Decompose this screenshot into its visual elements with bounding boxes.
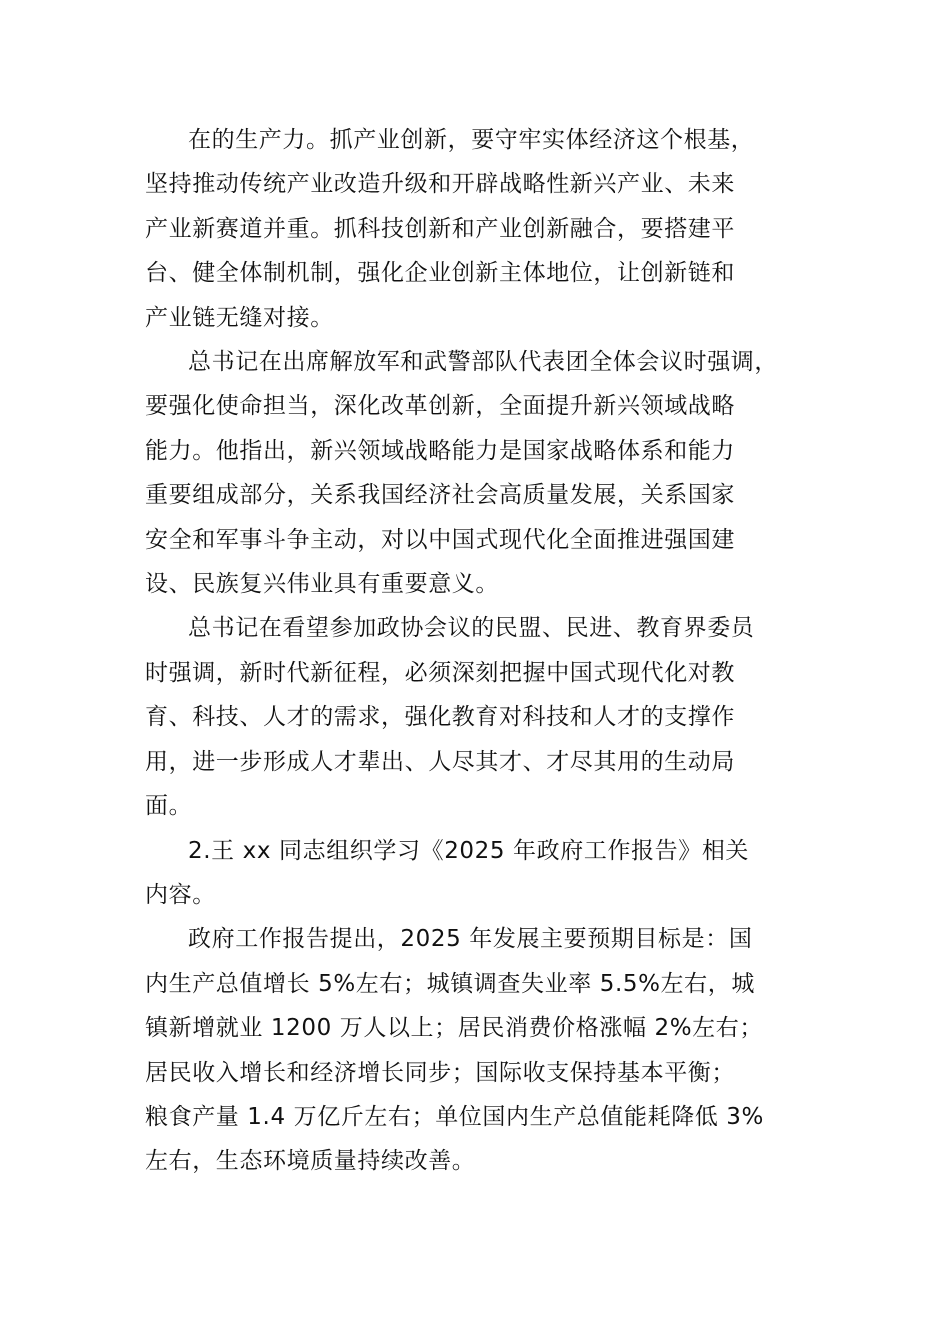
text-line: 2.王 xx 同志组织学习《2025 年政府工作报告》相关	[188, 837, 750, 864]
text-line: 设、民族复兴伟业具有重要意义。	[145, 571, 499, 598]
text-line: 用，进一步形成人才辈出、人尽其才、才尽其用的生动局	[145, 748, 735, 775]
paragraph-productivity-innovation	[145, 118, 835, 340]
paragraph-government-targets	[145, 917, 835, 1183]
text-line: 重要组成部分，关系我国经济社会高质量发展，关系国家	[145, 482, 735, 509]
document-page	[145, 118, 835, 1184]
text-line: 在的生产力。抓产业创新，要守牢实体经济这个根基，	[188, 127, 755, 153]
text-line: 左右，生态环境质量持续改善。	[145, 1148, 476, 1175]
text-line: 总书记在看望参加政协会议的民盟、民进、教育界委员	[188, 615, 755, 642]
paragraph-military-delegation	[145, 340, 835, 606]
text-line: 坚持推动传统产业改造升级和开辟战略性新兴产业、未来	[145, 171, 735, 198]
text-line: 内生产总值增长 5%左右；城镇调查失业率 5.5%左右，城	[145, 970, 755, 997]
text-line: 能力。他指出，新兴领域战略能力是国家战略体系和能力	[145, 437, 735, 464]
paragraph-education-committee	[145, 606, 835, 828]
text-line: 台、健全体制机制，强化企业创新主体地位，让创新链和	[145, 260, 735, 287]
paragraph-section-heading-2	[145, 829, 835, 918]
text-line: 政府工作报告提出，2025 年发展主要预期目标是：国	[188, 926, 753, 953]
text-line: 育、科技、人才的需求，强化教育对科技和人才的支撑作	[145, 704, 735, 731]
text-line: 时强调，新时代新征程，必须深刻把握中国式现代化对教	[145, 659, 735, 686]
text-line: 内容。	[145, 881, 216, 908]
text-line: 产业新赛道并重。抓科技创新和产业创新融合，要搭建平	[145, 215, 735, 242]
text-line: 总书记在出席解放军和武警部队代表团全体会议时强调，	[188, 349, 778, 376]
text-line: 安全和军事斗争主动，对以中国式现代化全面推进强国建	[145, 526, 735, 553]
text-line: 镇新增就业 1200 万人以上；居民消费价格涨幅 2%左右；	[145, 1015, 763, 1042]
text-line: 产业链无缝对接。	[145, 304, 334, 331]
text-line: 要强化使命担当，深化改革创新，全面提升新兴领域战略	[145, 393, 735, 420]
text-line: 粮食产量 1.4 万亿斤左右；单位国内生产总值能耗降低 3%	[145, 1103, 764, 1130]
text-line: 面。	[145, 793, 193, 820]
text-line: 居民收入增长和经济增长同步；国际收支保持基本平衡；	[145, 1059, 735, 1086]
